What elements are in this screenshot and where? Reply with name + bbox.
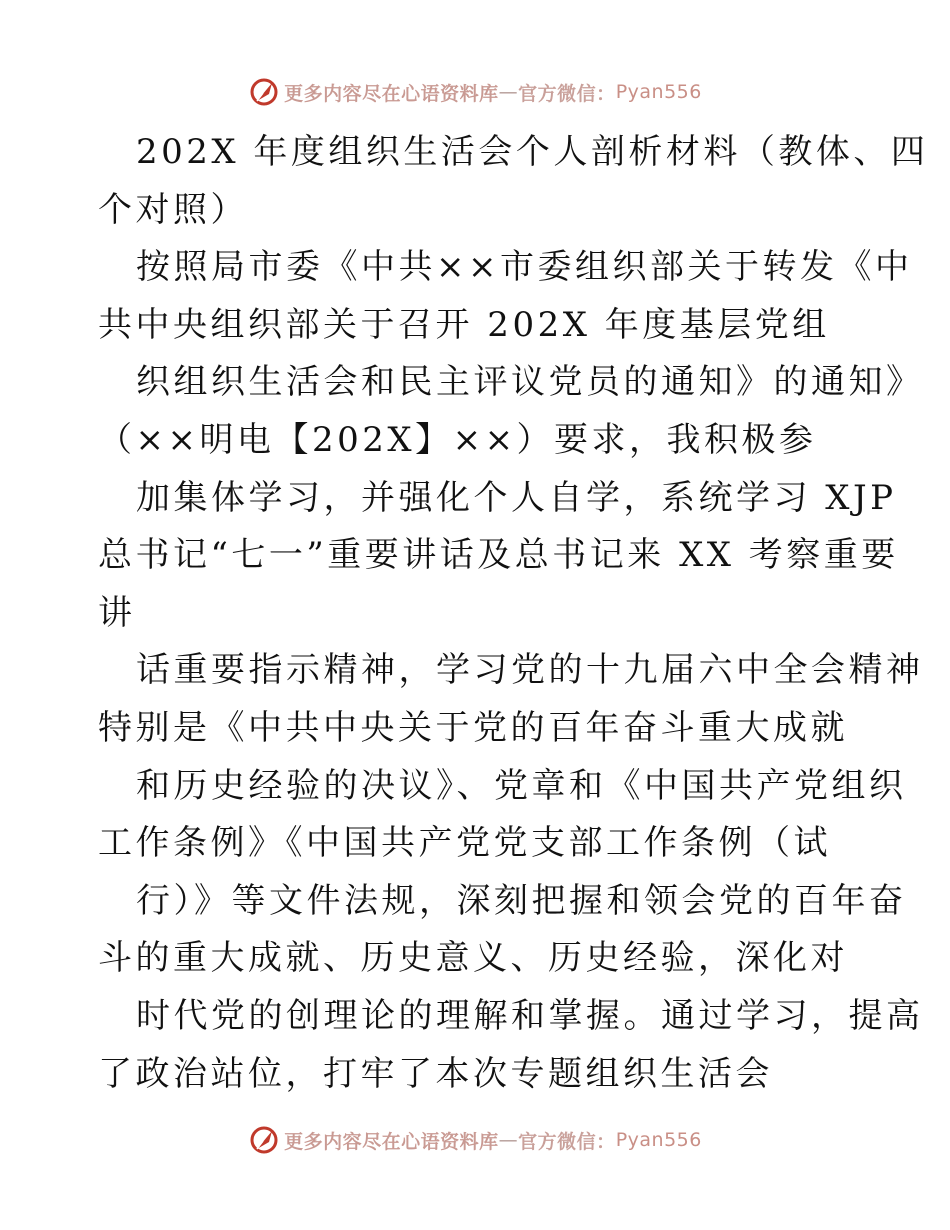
footer-watermark (0, 1120, 950, 1160)
doc-line: 了政治站位，打牢了本次专题组织生活会 (98, 1053, 773, 1094)
doc-line: 202X 年度组织生活会个人剖析材料（教体、四 (136, 132, 929, 172)
watermark-wechat-label: 官方微信： (518, 82, 616, 105)
watermark-dash: — (498, 1129, 519, 1151)
doc-line: 个对照） (98, 189, 248, 230)
header-watermark (0, 72, 950, 112)
watermark-site-text: 更多内容尽在心语资料库 (284, 82, 499, 105)
watermark-wechat-id: Pyan556 (615, 81, 702, 103)
doc-line: 加集体学习，并强化个人自学，系统学习 XJP (136, 477, 897, 518)
quill-logo-icon (248, 76, 280, 108)
doc-line: 时代党的创理论的理解和掌握。通过学习，提高 (136, 995, 924, 1036)
doc-line: 话重要指示精神，学习党的十九届六中全会精神 (136, 650, 924, 691)
watermark-site-text: 更多内容尽在心语资料库 (284, 1130, 499, 1153)
watermark-wechat-label: 官方微信： (518, 1130, 616, 1153)
doc-line: 织组织生活会和民主评议党员的通知》的通知》 (136, 362, 924, 403)
doc-line: 共中央组织部关于召开 202X 年度基层党组 (98, 304, 830, 345)
doc-line: 工作条例》《中国共产党党支部工作条例（试 (98, 823, 831, 864)
doc-line: 和历史经验的决议》、党章和《中国共产党组织 (136, 765, 907, 806)
watermark-dash: — (498, 81, 519, 103)
doc-line: 按照局市委《中共××市委组织部关于转发《中 (136, 247, 913, 288)
doc-line: （××明电【202X】××）要求，我积极参 (98, 419, 817, 460)
doc-line: 行）》等文件法规，深刻把握和领会党的百年奋 (136, 880, 907, 921)
quill-logo-icon (248, 1124, 280, 1156)
doc-line: 斗的重大成就、历史意义、历史经验，深化对 (98, 938, 848, 979)
watermark-wechat-id: Pyan556 (615, 1129, 702, 1151)
document-body (98, 124, 929, 1103)
doc-line: 特别是《中共中央关于党的百年奋斗重大成就 (98, 707, 848, 748)
doc-line: 讲 (98, 592, 136, 633)
doc-line: 总书记“七一”重要讲话及总书记来 XX 考察重要 (98, 535, 899, 576)
